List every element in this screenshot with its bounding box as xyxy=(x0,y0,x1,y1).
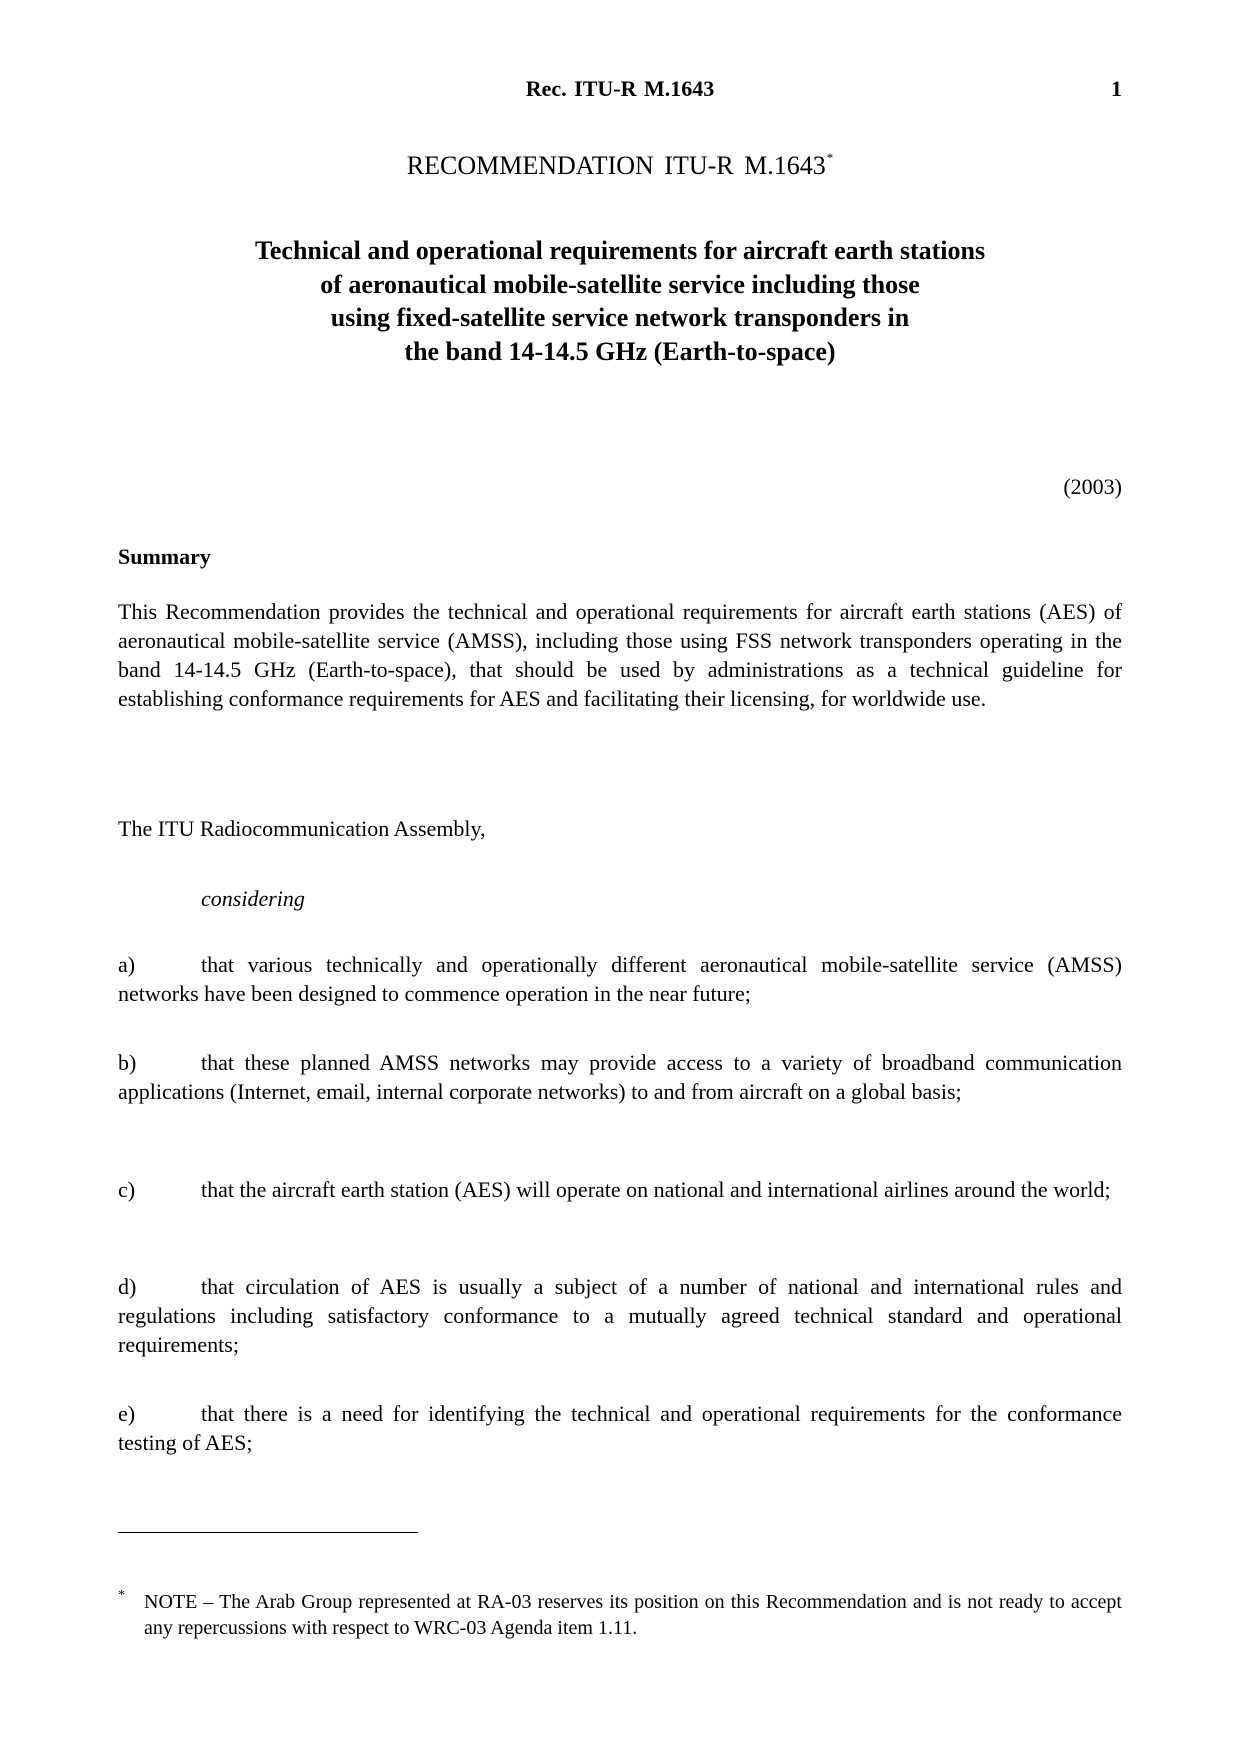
consideration-label: e) xyxy=(118,1401,136,1426)
consideration-text: that the aircraft earth station (AES) will operate on national and international airlines around the world; xyxy=(201,1177,1111,1202)
considering-heading: considering xyxy=(201,886,305,911)
consideration-text: that these planned AMSS networks may provide access to a variety of broadband communication applications (Internet, email, internal corporate networks) to and from aircraft on a global basis; xyxy=(118,1050,1122,1104)
consideration-item xyxy=(118,1048,1122,1106)
consideration-item xyxy=(118,1272,1122,1359)
consideration-label: d) xyxy=(118,1274,137,1299)
consideration-text: that circulation of AES is usually a subject of a number of national and international rules and regulations including satisfactory conformance to a mutually agreed technical standard and operational requirements; xyxy=(118,1274,1122,1357)
document-page xyxy=(118,0,1122,1755)
consideration-text: that various technically and operationally different aeronautical mobile-satellite service (AMSS) networks have been designed to commence operation in the near future; xyxy=(118,952,1122,1006)
footnote-mark: * xyxy=(118,1588,125,1603)
document-title xyxy=(118,234,1122,368)
consideration-item xyxy=(118,1175,1122,1204)
consideration-text: that there is a need for identifying the technical and operational requirements for the conformance testing of AES; xyxy=(118,1401,1122,1455)
consideration-item xyxy=(118,950,1122,1008)
footnote-text: NOTE – The Arab Group represented at RA-03 reserves its position on this Recommendation and is not ready to accept any repercussions with respect to WRC-03 Agenda item 1.11. xyxy=(144,1591,1122,1639)
summary-heading: Summary xyxy=(118,544,211,569)
document-title-line: using fixed-satellite service network transponders in xyxy=(330,303,910,332)
document-title-line: of aeronautical mobile-satellite service including those xyxy=(320,269,920,299)
footnote-reference: * xyxy=(826,150,834,165)
assembly-statement: The ITU Radiocommunication Assembly, xyxy=(118,816,486,841)
running-title: Rec. ITU-R M.1643 xyxy=(525,76,715,101)
document-title-line: the band 14-14.5 GHz (Earth-to-space) xyxy=(404,336,836,366)
document-title-line: Technical and operational requirements for aircraft earth stations xyxy=(254,236,986,265)
recommendation-title xyxy=(118,150,1122,181)
footnote xyxy=(118,1589,1122,1641)
approval-year: (2003) xyxy=(1063,474,1122,499)
page-header xyxy=(118,76,1122,104)
page-number: 1 xyxy=(1111,76,1122,101)
consideration-label: b) xyxy=(118,1050,137,1075)
footnote-divider xyxy=(118,1532,418,1533)
recommendation-title-text: RECOMMENDATION ITU-R M.1643 xyxy=(406,151,826,180)
consideration-item xyxy=(118,1399,1122,1457)
consideration-label: a) xyxy=(118,952,136,977)
summary-text: This Recommendation provides the technical and operational requirements for aircraft earth stations (AES) of aeronautical mobile-satellite service (AMSS), including those using FSS network transponders operating in the band 14-14.5 GHz (Earth-to-space), that should be used by administrations as a technical guideline for establishing conformance requirements for AES and facilitating their licensing, for worldwide use. xyxy=(118,599,1122,711)
consideration-label: c) xyxy=(118,1177,136,1202)
